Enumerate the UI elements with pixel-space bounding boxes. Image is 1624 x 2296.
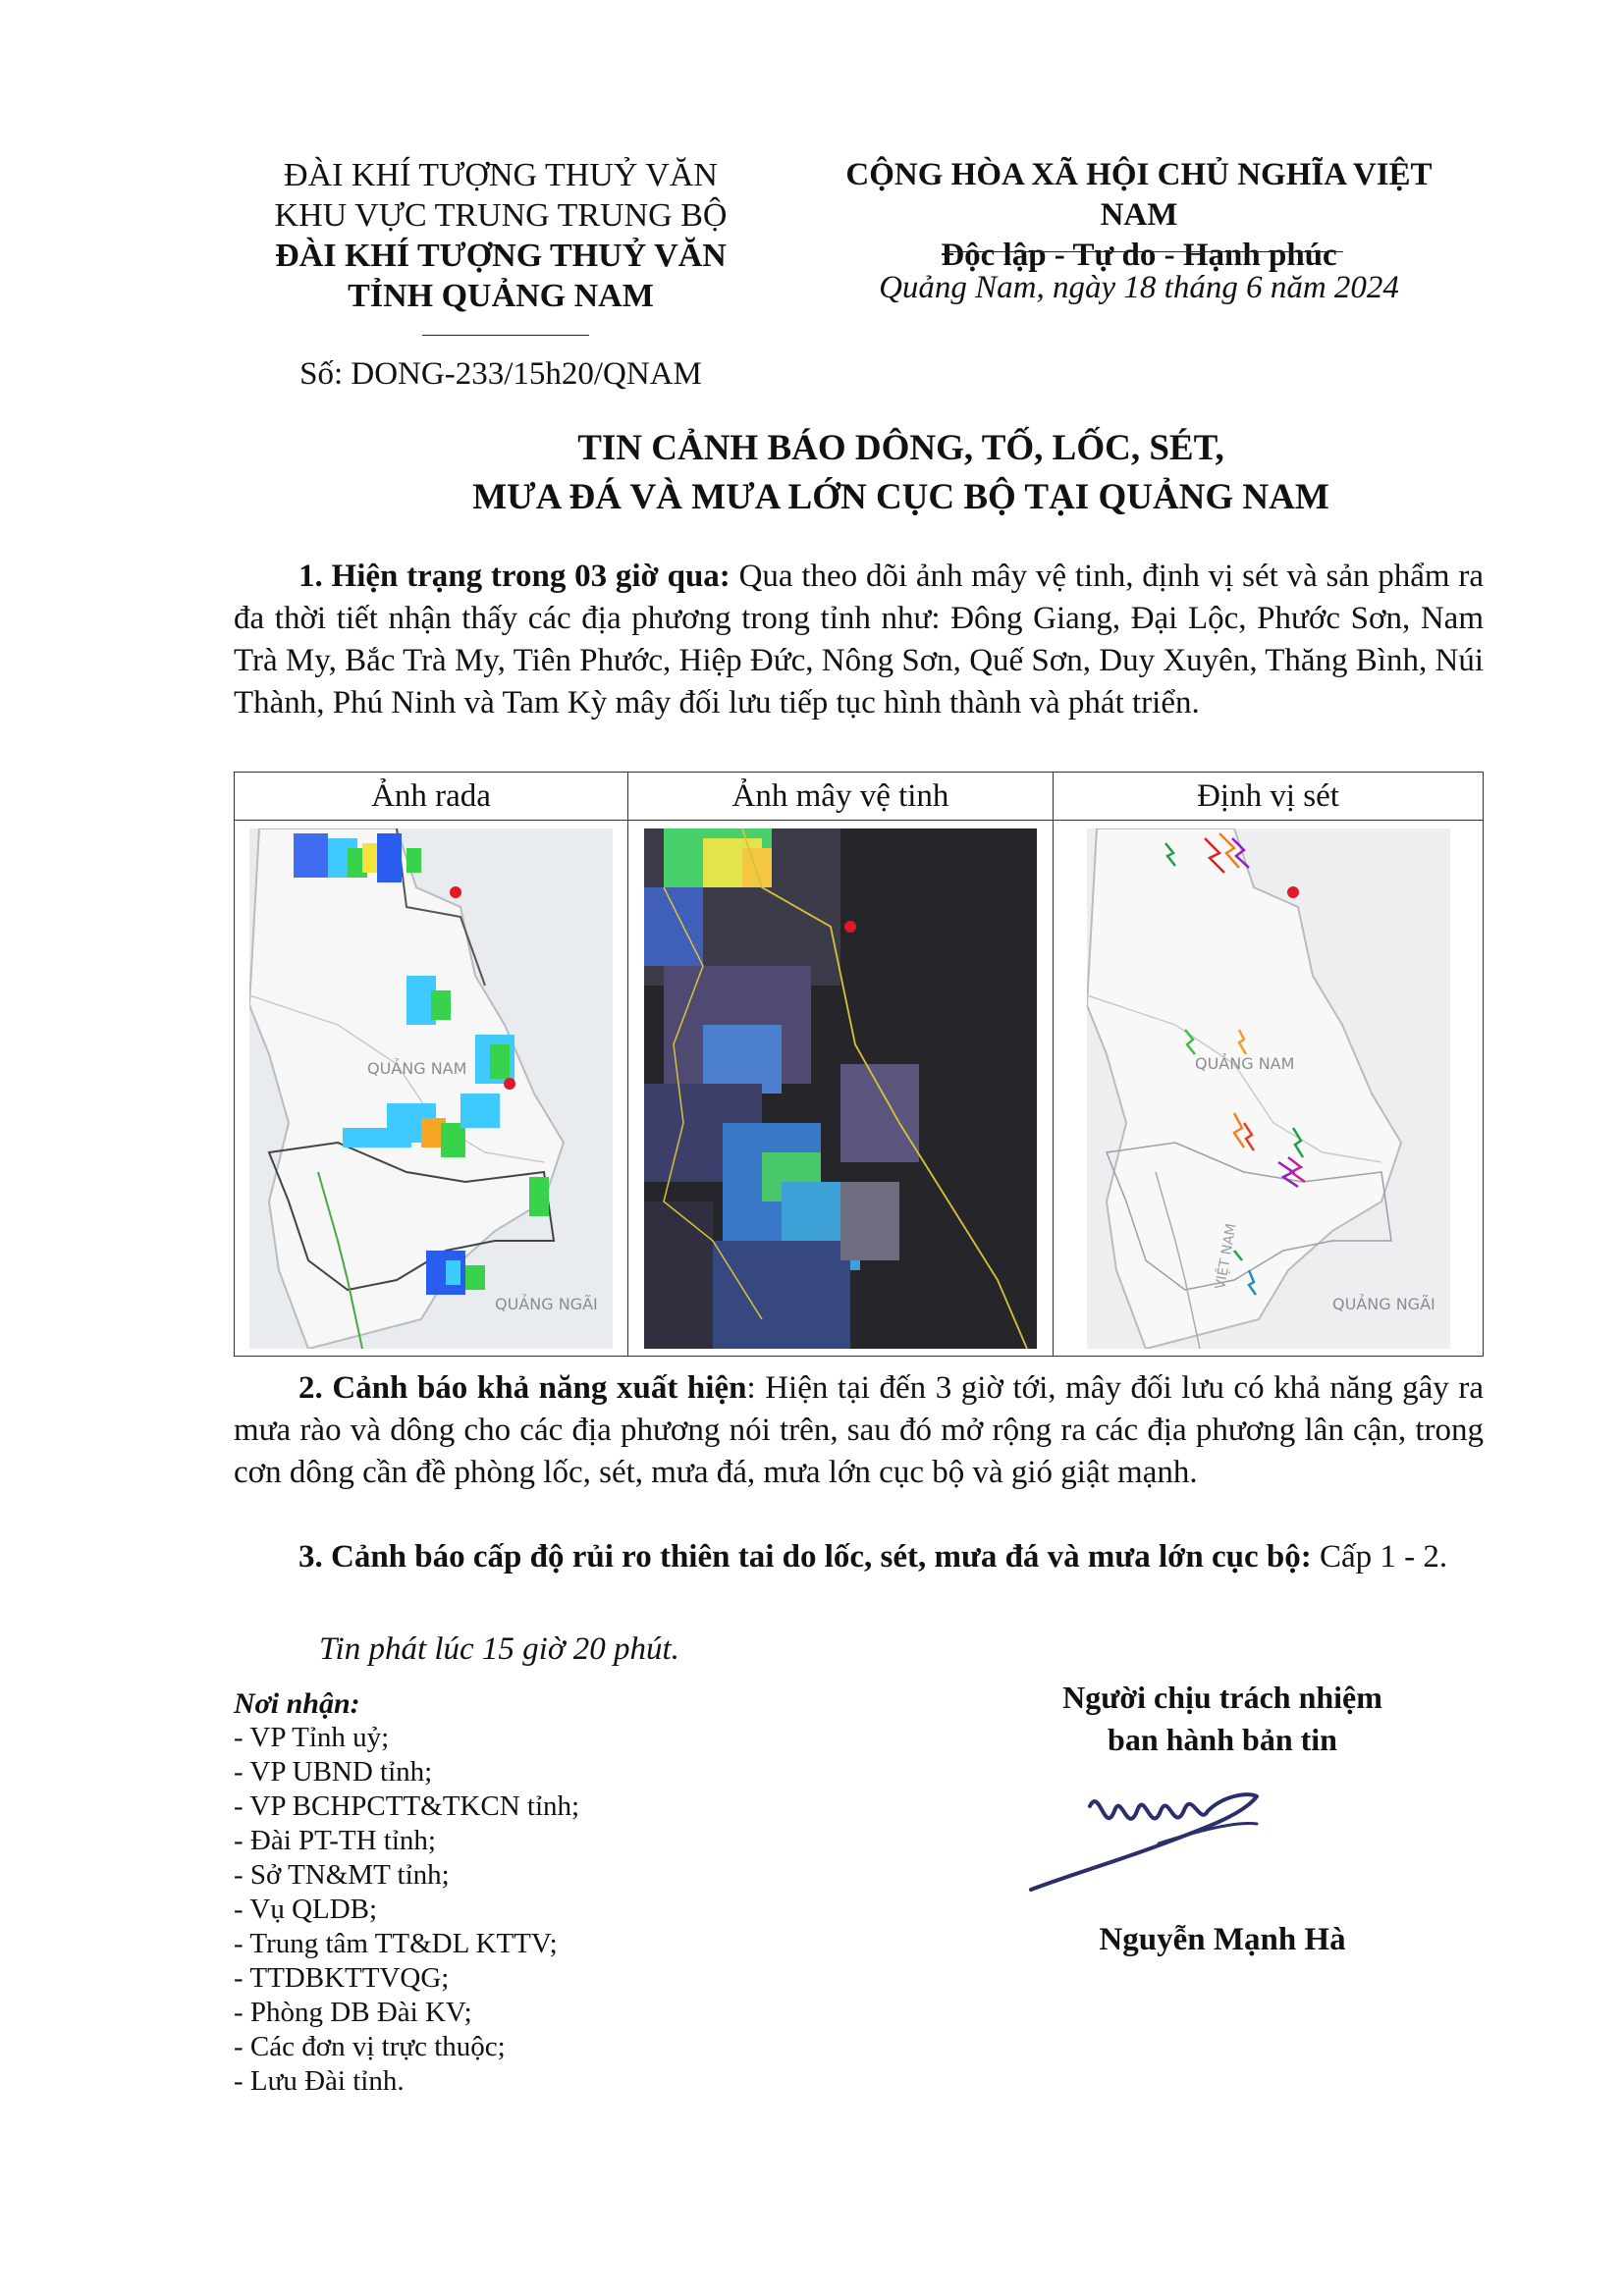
recipient-item: - Phòng DB Đài KV; [234, 1997, 472, 2028]
agency-header [245, 155, 756, 316]
national-motto-1: CỘNG HÒA XÃ HỘI CHỦ NGHĨA VIỆT NAM [845, 157, 1433, 233]
lightning-label-quang-ngai: QUẢNG NGÃI [1331, 1294, 1435, 1313]
recipients-title: Nơi nhận: [234, 1687, 360, 1720]
national-divider [946, 251, 1343, 252]
radar-station-dot [450, 886, 461, 898]
agency-line-4: TỈNH QUẢNG NAM [348, 278, 654, 314]
signature-block [1011, 1677, 1434, 1761]
title-line-2: MƯA ĐÁ VÀ MƯA LỚN CỤC BỘ TẠI QUẢNG NAM [472, 477, 1329, 517]
national-motto-2: Độc lập - Tự do - Hạnh phúc [941, 238, 1337, 273]
recipient-item: - Sở TN&MT tỉnh; [234, 1859, 450, 1891]
signer-role-1: Người chịu trách nhiệm [1062, 1680, 1382, 1715]
recipient-item: - Trung tâm TT&DL KTTV; [234, 1928, 558, 1959]
signer-name: Nguyễn Mạnh Hà [1099, 1922, 1346, 1957]
radar-image-cell [235, 821, 628, 1357]
recipient-item: - Đài PT-TH tỉnh; [234, 1825, 436, 1856]
lightning-map [1087, 828, 1450, 1349]
lightning-header: Định vị sét [1054, 773, 1484, 821]
satellite-header: Ảnh mây vệ tinh [628, 773, 1054, 821]
section2-body: : Hiện tại đến 3 giờ tới, mây đối lưu có khả năng gây ra mưa rào và dông cho các địa phương nói trên, sau đó mở rộng ra các địa phương lân cận, trong cơn dông cần đề phòng lốc, sét, mưa đá, mưa lớn cục bộ và gió giật mạnh. [234, 1370, 1484, 1490]
recipient-item: - VP UBND tỉnh; [234, 1756, 433, 1788]
agency-line-1: ĐÀI KHÍ TƯỢNG THUỶ VĂN [284, 157, 718, 193]
map-table [234, 772, 1484, 1357]
recipients-block [234, 1686, 579, 2099]
radar-city-dot [504, 1078, 515, 1090]
section-risk-level [234, 1536, 1484, 1578]
section-forecast [234, 1367, 1484, 1494]
section-current-status [234, 556, 1484, 724]
section2-heading: 2. Cảnh báo khả năng xuất hiện [298, 1370, 747, 1406]
lightning-label-viet-nam: VIỆT NAM [1212, 1221, 1240, 1291]
agency-line-3: ĐÀI KHÍ TƯỢNG THUỶ VĂN [275, 238, 727, 274]
lightning-city-dot [1287, 886, 1299, 898]
recipient-item: - Lưu Đài tỉnh. [234, 2065, 405, 2097]
document-title [226, 424, 1576, 522]
recipient-item: - VP Tỉnh uỷ; [234, 1722, 390, 1753]
section1-heading: 1. Hiện trạng trong 03 giờ qua: [298, 559, 731, 594]
issued-time: Tin phát lúc 15 giờ 20 phút. [319, 1631, 679, 1667]
satellite-image-cell [628, 821, 1054, 1357]
signer-role-2: ban hành bản tin [1108, 1722, 1337, 1757]
agency-divider [422, 335, 589, 336]
section3-body: Cấp 1 - 2. [1311, 1539, 1448, 1575]
satellite-city-dot [844, 921, 856, 933]
handwritten-signature [1011, 1767, 1335, 1914]
document-date: Quảng Nam, ngày 18 tháng 6 năm 2024 [879, 270, 1399, 305]
recipient-item: - TTDBKTTVQG; [234, 1962, 450, 1994]
section1-body: Qua theo dõi ảnh mây vệ tinh, định vị sét và sản phẩm ra đa thời tiết nhận thấy các địa phương trong tỉnh như: Đông Giang, Đại Lộc, Phước Sơn, Nam Trà My, Bắc Trà My, Tiên Phước, Hiệp Đức, Nông Sơn, Quế Sơn, Duy Xuyên, Thăng Bình, Núi Thành, Phú Ninh và Tam Kỳ mây đối lưu tiếp tục hình thành và phát triển. [234, 559, 1485, 721]
lightning-image-cell [1054, 821, 1484, 1357]
agency-line-2: KHU VỰC TRUNG TRUNG BỘ [274, 197, 728, 234]
radar-header: Ảnh rada [235, 773, 628, 821]
satellite-map [644, 828, 1037, 1349]
radar-label-quang-ngai: QUẢNG NGÃI [495, 1294, 598, 1313]
recipient-item: - Vụ QLDB; [234, 1894, 378, 1925]
lightning-label-quang-nam: QUẢNG NAM [1194, 1053, 1294, 1073]
recipient-item: - Các đơn vị trực thuộc; [234, 2031, 506, 2062]
national-header [815, 155, 1463, 276]
radar-map [249, 828, 613, 1349]
title-line-1: TIN CẢNH BÁO DÔNG, TỐ, LỐC, SÉT, [577, 428, 1224, 468]
recipient-item: - VP BCHPCTT&TKCN tỉnh; [234, 1790, 580, 1822]
radar-label-quang-nam: QUẢNG NAM [367, 1058, 467, 1078]
section3-heading: 3. Cảnh báo cấp độ rủi ro thiên tai do lốc, sét, mưa đá và mưa lớn cục bộ: [298, 1539, 1312, 1575]
document-number: Số: DONG-233/15h20/QNAM [299, 356, 702, 392]
